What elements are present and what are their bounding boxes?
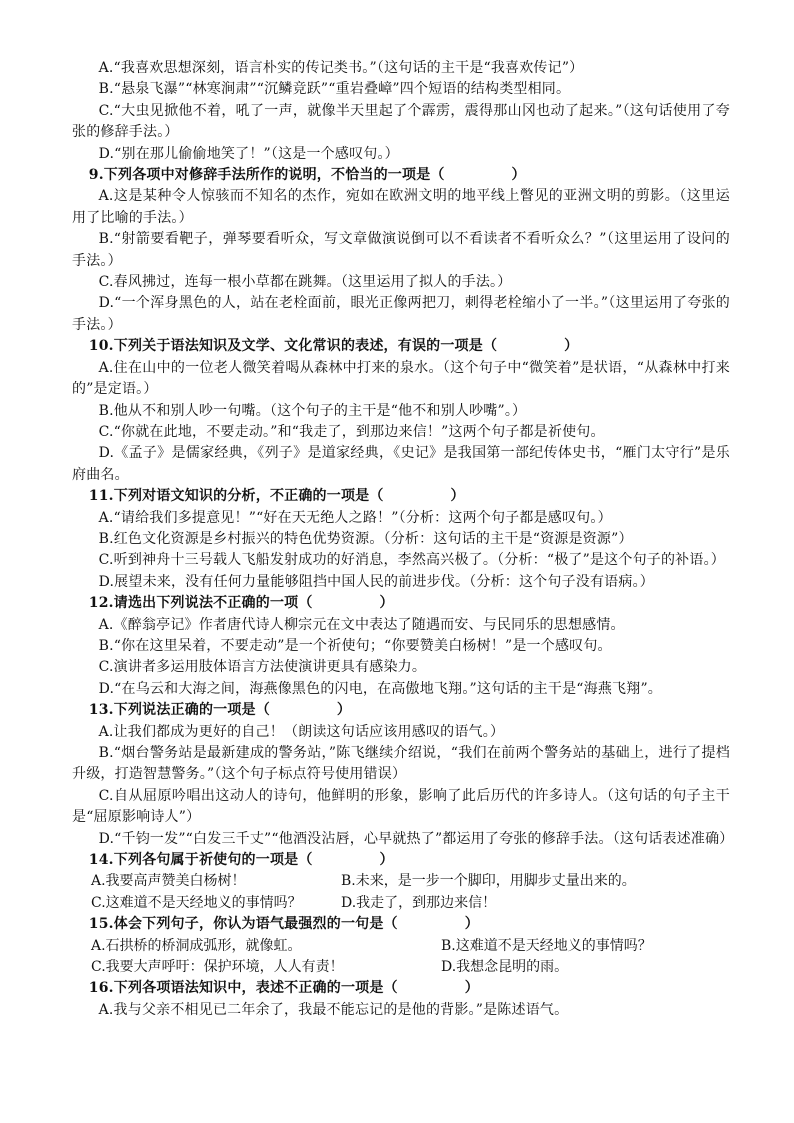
q12-option-a: A.《醉翁亭记》作者唐代诗人柳宗元在文中表达了随遇而安、与民同乐的思想感情。 [98, 616, 625, 633]
question-15-stem: 15.体会下列句子，你认为语气最强烈的一句是（ ） [88, 916, 479, 933]
q15-option-d: D.我想念昆明的雨。 [441, 959, 569, 976]
q16-option-a: A.我与父亲不相见已二年余了，我最不能忘记的是他的背影。”是陈述语气。 [98, 1001, 569, 1018]
q15-option-b: B.这难道不是天经地义的事情吗？ [441, 937, 652, 954]
q10-option-a: A.住在山中的一位老人微笑着喝从森林中打来的泉水。（这个句子中“微笑着”是状语，“从森林中打来的”是定语。） [72, 359, 730, 398]
q12-option-b: B.“你在这里呆着，不要走动”是一个祈使句；“你要赞美白杨树！”是一个感叹句。 [98, 637, 612, 654]
q13-option-c: C.自从屈原吟唱出这动人的诗句，他鲜明的形象，影响了此后历代的许多诗人。（这句话的句子主干是“屈原影响诗人”） [72, 787, 730, 826]
q14-option-b: B.未来，是一步一个脚印，用脚步丈量出来的。 [341, 873, 636, 890]
q13-option-d: D.“千钧一发”“白发三千丈”“他酒没沾唇，心早就热了”都运用了夸张的修辞手法。（这句话表述准确） [98, 830, 734, 847]
q11-option-d: D.展望未来，没有任何力量能够阻挡中国人民的前进步伐。（分析：这个句子没有语病。） [98, 573, 654, 590]
q14-options-row-1 [72, 871, 730, 892]
q13-option-a: A.让我们都成为更好的自己！（朗读这句话应该用感叹的语气。） [98, 723, 505, 740]
option-d: D.“别在那儿偷偷地笑了！”（这是一个感叹句。） [98, 145, 399, 162]
question-13-stem: 13.下列说法正确的一项是（ ） [88, 702, 352, 719]
q14-option-d: D.我走了，到那边来信！ [341, 894, 497, 911]
q15-option-c: C.我要大声呼吁：保护环境，人人有责！ [91, 959, 344, 976]
question-11-stem: 11.下列对语文知识的分析，不正确的一项是（ ） [88, 488, 465, 505]
question-14-stem: 14.下列各句属于祈使句的一项是（ ） [88, 852, 394, 869]
q12-option-d: D.“在乌云和大海之间，海燕像黑色的闪电，在高傲地飞翔。”这句话的主干是“海燕飞翔”。 [98, 680, 662, 697]
question-9-stem: 9.下列各项中对修辞手法所作的说明，不恰当的一项是（ ） [88, 167, 526, 184]
q11-option-b: B.红色文化资源是乡村振兴的特色优势资源。（分析：这句话的主干是“资源是资源”） [98, 530, 633, 547]
question-10-stem: 10.下列关于语法知识及文学、文化常识的表述，有误的一项是（ ） [88, 338, 579, 355]
q10-option-c: C.“你就在此地，不要走动。”和“我走了，到那边来信！”这两个句子都是祈使句。 [98, 423, 605, 440]
question-16-stem: 16.下列各项语法知识中，表述不正确的一项是（ ） [88, 980, 479, 997]
option-c: C.“大虫见掀他不着，吼了一声，就像半天里起了个霹雳，震得那山冈也动了起来。”（这句话使用了夸张的修辞手法。） [72, 102, 730, 141]
q11-option-a: A.“请给我们多提意见！”“好在天无绝人之路！”（分析：这两个句子都是感叹句。） [98, 509, 612, 526]
q14-option-c: C.这难道不是天经地义的事情吗？ [91, 894, 302, 911]
document-page [72, 58, 734, 1021]
q9-option-a: A.这是某种令人惊骇而不知名的杰作，宛如在欧洲文明的地平线上瞥见的亚洲文明的剪影。（这里运用了比喻的手法。） [72, 188, 730, 226]
option-a: A.“我喜欢思想深刻，语言朴实的传记类书。”（这句话的主干是“我喜欢传记”） [98, 60, 584, 76]
q15-options-row-2 [72, 957, 730, 978]
q12-option-c: C.演讲者多运用肢体语言方法使演讲更具有感染力。 [98, 659, 427, 676]
q14-option-a: A.我要高声赞美白杨树！ [91, 873, 246, 890]
q9-option-d: D.“一个浑身黑色的人，站在老栓面前，眼光正像两把刀，刺得老栓缩小了一半。”（这里运用了夸张的手法。） [72, 295, 730, 333]
q15-options-row-1 [72, 936, 730, 957]
question-12-stem: 12.请选出下列说法不正确的一项（ ） [88, 595, 394, 612]
q15-option-a: A.石拱桥的桥洞成弧形，就像虹。 [91, 937, 302, 954]
option-b: B.“悬泉飞瀑”“林寒涧肃”“沉鳞竞跃”“重岩叠嶂”四个短语的结构类型相同。 [98, 81, 571, 98]
q9-option-b: B.“射箭要看靶子，弹琴要看听众，写文章做演说倒可以不看读者不看听众么？”（这里运用了设问的手法。） [72, 231, 730, 269]
q9-option-c: C.春风拂过，连每一根小草都在跳舞。（这里运用了拟人的手法。） [98, 274, 512, 291]
q13-option-b: B.“烟台警务站是最新建成的警务站，”陈飞继续介绍说，“我们在前两个警务站的基础上，进行了提档升级，打造智慧警务。”（这个句子标点符号使用错误） [72, 745, 730, 783]
q10-option-d: D.《孟子》是儒家经典，《列子》是道家经典，《史记》是我国第一部纪传体史书，“雁门太守行”是乐府曲名。 [72, 445, 730, 483]
q11-option-c: C.听到神舟十三号载人飞船发射成功的好消息，李然高兴极了。（分析：“极了”是这个句子的补语。） [98, 552, 725, 569]
q14-options-row-2 [72, 893, 730, 914]
q10-option-b: B.他从不和别人吵一句嘴。（这个句子的主干是“他不和别人吵嘴”。） [98, 402, 527, 419]
